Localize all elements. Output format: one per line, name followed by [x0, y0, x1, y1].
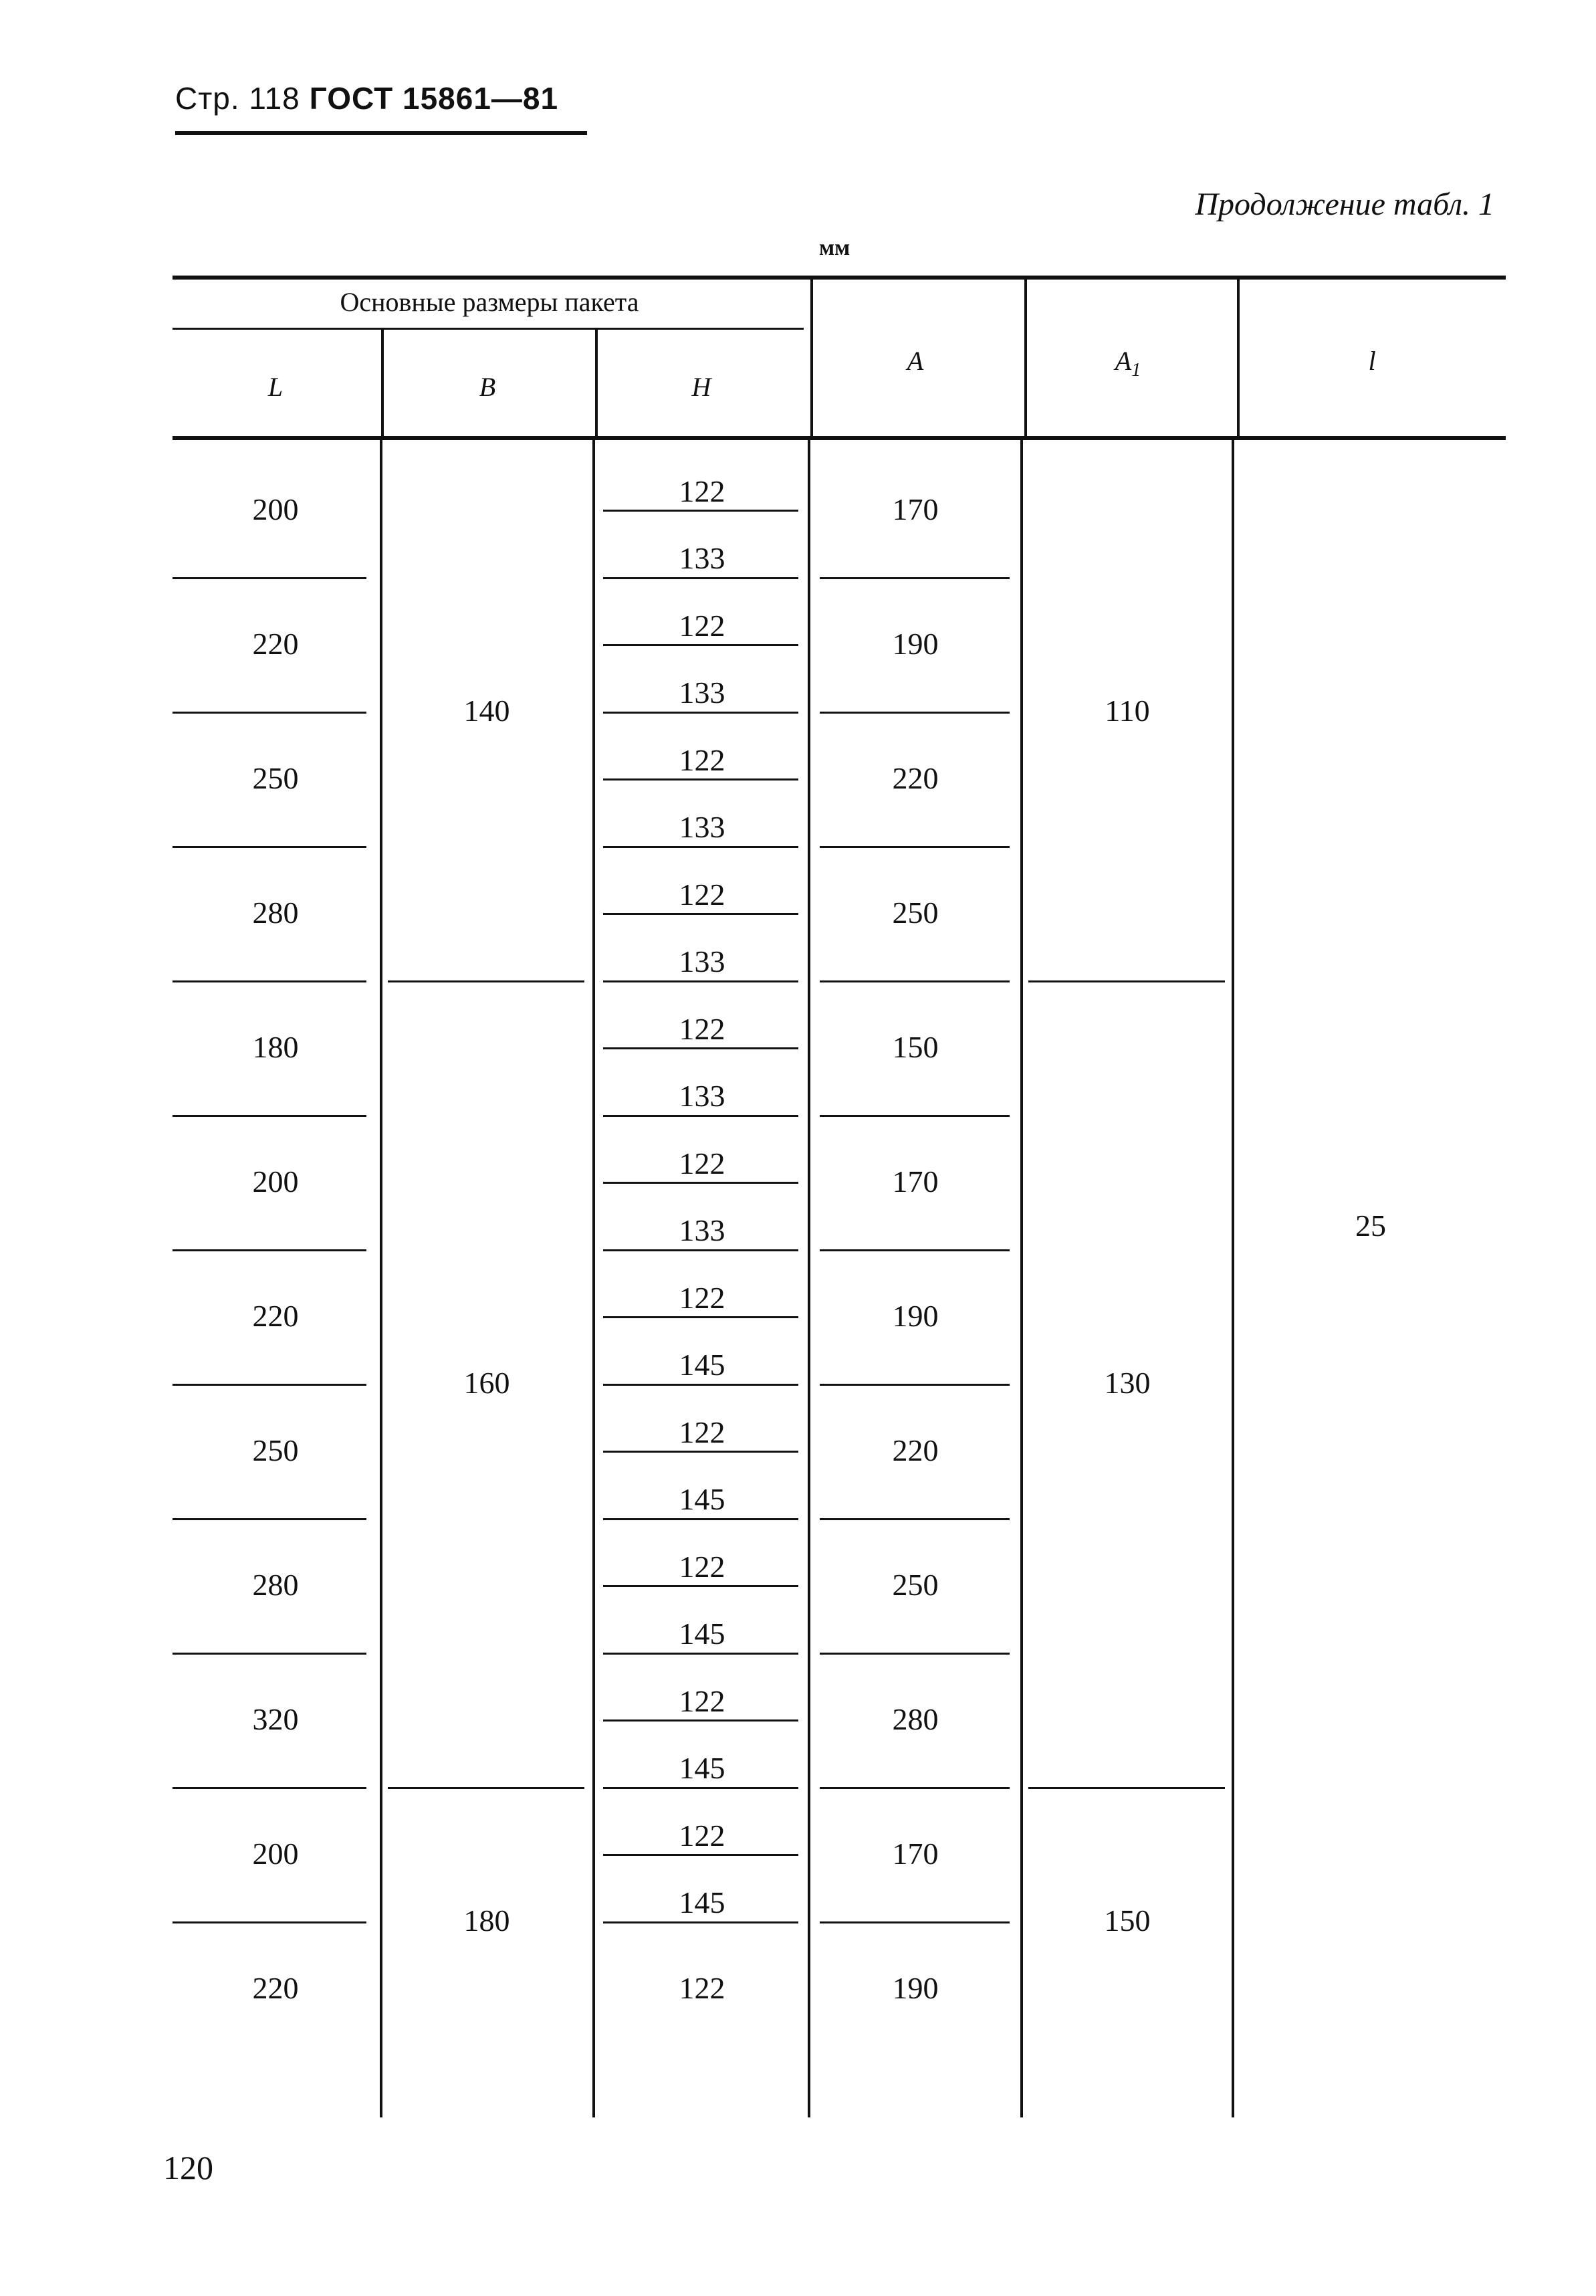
cell-H: 122 [679, 1012, 725, 1046]
row-rule [603, 1384, 798, 1386]
col-divider [1024, 280, 1027, 436]
row-rule [820, 712, 1010, 714]
header-bottom-rule [173, 436, 1506, 440]
row-rule [173, 1115, 366, 1117]
h-subrule [603, 1719, 798, 1721]
row-rule [820, 1249, 1010, 1251]
header-A: A [907, 346, 924, 376]
col-divider [810, 280, 813, 436]
row-rule [603, 1921, 798, 1923]
cell-L: 200 [252, 1164, 299, 1198]
cell-L: 220 [252, 1298, 299, 1333]
group-rule [388, 980, 584, 982]
header-group: Основные размеры пакета [340, 287, 639, 317]
cell-H: 122 [679, 877, 725, 912]
cell-l: 25 [1355, 1209, 1386, 1243]
cell-A: 220 [892, 760, 939, 795]
h-subrule [603, 1182, 798, 1184]
cell-H: 133 [679, 1213, 725, 1247]
cell-H: 133 [679, 810, 725, 844]
standard-number: ГОСТ 15861—81 [309, 81, 559, 116]
row-rule [603, 980, 798, 982]
h-subrule [603, 1585, 798, 1587]
h-subrule [603, 1316, 798, 1318]
cell-A: 170 [892, 1164, 939, 1198]
row-rule [603, 1518, 798, 1520]
cell-H: 133 [679, 541, 725, 575]
cell-A1: 110 [1105, 694, 1150, 728]
row-rule [820, 1115, 1010, 1117]
col-divider [808, 440, 810, 2117]
row-rule [820, 1787, 1010, 1789]
cell-H: 122 [679, 474, 725, 508]
h-subrule [603, 644, 798, 646]
h-subrule [603, 778, 798, 780]
cell-L: 250 [252, 760, 299, 795]
cell-B: 160 [463, 1366, 510, 1400]
cell-A: 190 [892, 626, 939, 661]
page-reference: Стр. 118 [175, 81, 300, 116]
group-rule [173, 328, 804, 330]
row-rule [820, 1384, 1010, 1386]
row-rule [173, 846, 366, 848]
row-rule [820, 1921, 1010, 1923]
cell-H: 122 [679, 609, 725, 643]
cell-H: 145 [679, 1348, 725, 1382]
cell-H: 145 [679, 1751, 725, 1785]
header-l: l [1368, 346, 1376, 376]
cell-H: 145 [679, 1885, 725, 1919]
cell-A: 190 [892, 1298, 939, 1333]
cell-L: 320 [252, 1701, 299, 1736]
header-A1-subscript: 1 [1131, 360, 1141, 381]
cell-H: 145 [679, 1482, 725, 1516]
row-rule [603, 846, 798, 848]
cell-H: 133 [679, 1079, 725, 1113]
row-rule [603, 712, 798, 714]
row-rule [173, 577, 366, 579]
cell-H: 122 [679, 1818, 725, 1853]
cell-L: 250 [252, 1433, 299, 1467]
cell-A: 280 [892, 1701, 939, 1736]
table-continuation-label: Продолжение табл. 1 [1195, 187, 1494, 222]
cell-H: 122 [679, 743, 725, 777]
row-rule [603, 1249, 798, 1251]
cell-H: 122 [679, 1550, 725, 1584]
cell-L: 280 [252, 895, 299, 930]
row-rule [603, 1787, 798, 1789]
h-subrule [603, 1451, 798, 1453]
row-rule [173, 1249, 366, 1251]
cell-A: 170 [892, 1836, 939, 1871]
row-rule [173, 1787, 366, 1789]
col-divider [595, 330, 598, 436]
row-rule [173, 1653, 366, 1655]
h-subrule [603, 1047, 798, 1049]
cell-B: 180 [463, 1903, 510, 1938]
row-rule [820, 577, 1010, 579]
cell-H: 122 [679, 1970, 725, 2005]
cell-L: 280 [252, 1567, 299, 1602]
header-B: B [479, 372, 496, 402]
cell-L: 200 [252, 492, 299, 526]
row-rule [173, 1921, 366, 1923]
page-header [175, 80, 558, 116]
cell-A: 150 [892, 1029, 939, 1064]
row-rule [820, 1518, 1010, 1520]
cell-A: 250 [892, 895, 939, 930]
col-divider [1237, 280, 1240, 436]
header-L: L [267, 372, 283, 402]
cell-L: 200 [252, 1836, 299, 1871]
group-rule [388, 1787, 584, 1789]
cell-H: 122 [679, 1146, 725, 1180]
cell-A1: 130 [1104, 1366, 1151, 1400]
cell-H: 122 [679, 1415, 725, 1449]
cell-H: 122 [679, 1281, 725, 1315]
cell-L: 220 [252, 626, 299, 661]
h-subrule [603, 510, 798, 512]
col-divider [380, 440, 382, 2117]
col-divider [592, 440, 595, 2117]
cell-L: 180 [252, 1029, 299, 1064]
group-rule [1028, 1787, 1225, 1789]
unit-label: мм [819, 235, 850, 260]
col-divider [381, 330, 384, 436]
h-subrule [603, 1854, 798, 1856]
cell-H: 133 [679, 675, 725, 710]
cell-A: 170 [892, 492, 939, 526]
row-rule [820, 1653, 1010, 1655]
cell-A: 220 [892, 1433, 939, 1467]
cell-L: 220 [252, 1970, 299, 2005]
header-A1-main: A [1115, 346, 1132, 376]
row-rule [173, 1384, 366, 1386]
cell-A: 250 [892, 1567, 939, 1602]
row-rule [603, 1653, 798, 1655]
col-divider [1020, 440, 1023, 2117]
page-number: 120 [163, 2149, 213, 2186]
cell-B: 140 [463, 694, 510, 728]
row-rule [173, 980, 366, 982]
group-rule [1028, 980, 1225, 982]
row-rule [173, 712, 366, 714]
cell-H: 133 [679, 944, 725, 978]
row-rule [820, 980, 1010, 982]
h-subrule [603, 913, 798, 915]
col-divider [1232, 440, 1234, 2117]
cell-H: 122 [679, 1684, 725, 1718]
row-rule [173, 1518, 366, 1520]
header-H: H [691, 372, 711, 402]
cell-H: 145 [679, 1616, 725, 1651]
row-rule [603, 577, 798, 579]
row-rule [603, 1115, 798, 1117]
row-rule [820, 846, 1010, 848]
cell-A1: 150 [1104, 1903, 1151, 1938]
header-underline [175, 131, 587, 135]
header-A1 [1024, 345, 1232, 381]
table-top-rule [173, 276, 1506, 280]
cell-A: 190 [892, 1970, 939, 2005]
